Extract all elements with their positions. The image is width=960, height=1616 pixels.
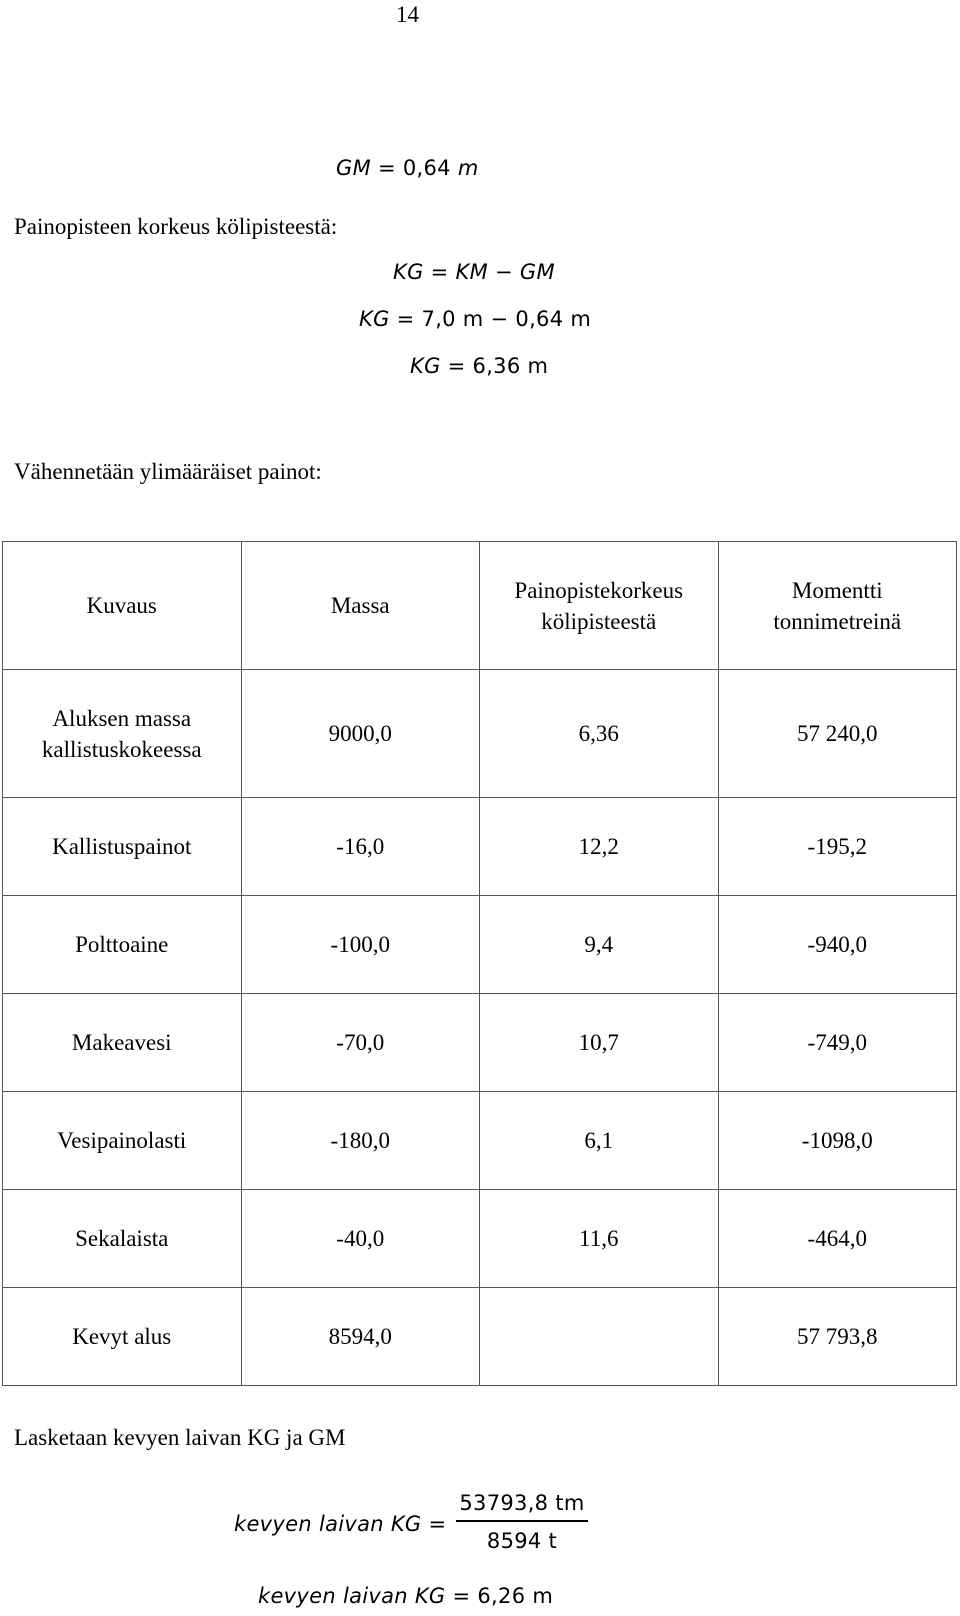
cell-moment: 57 240,0: [718, 670, 957, 798]
cell-description: [3, 670, 242, 798]
header-cg-height-line1: Painopistekorkeus: [514, 577, 684, 603]
light-ship-kg-lhs: [234, 1512, 446, 1536]
cell-description: Kevyt alus: [3, 1288, 242, 1386]
fraction-eq-sign: =: [428, 1512, 447, 1536]
kg-eq3-sign: =: [447, 354, 466, 378]
cell-mass: -180,0: [241, 1092, 480, 1190]
table-row: [3, 896, 957, 994]
cell-height: 6,36: [480, 670, 719, 798]
cell-description: Vesipainolasti: [3, 1092, 242, 1190]
kg-eq3-lhs: KG: [410, 354, 441, 378]
weights-table: [2, 541, 957, 1386]
cell-mass: -16,0: [241, 798, 480, 896]
cell-height: 11,6: [480, 1190, 719, 1288]
kg-eq2-lhs: KG: [359, 307, 390, 331]
cell-moment: -464,0: [718, 1190, 957, 1288]
kg-eq1-sign: =: [430, 260, 449, 284]
table-row: [3, 798, 957, 896]
closing-text: Lasketaan kevyen laivan KG ja GM: [14, 1425, 346, 1450]
header-description-label: Kuvaus: [86, 593, 157, 618]
cell-height: 9,4: [480, 896, 719, 994]
kg-eq1-rhs: KM − GM: [455, 260, 555, 284]
cell-description-line2: kallistuskokeessa: [41, 736, 202, 762]
table-row: [3, 1092, 957, 1190]
fraction-denominator: 8594 t: [486, 1529, 558, 1553]
header-moment: [718, 542, 957, 670]
cell-description: Polttoaine: [3, 896, 242, 994]
result-rhs: 6,26 m: [477, 1584, 554, 1608]
light-ship-kg-result: [258, 1584, 553, 1608]
page-number: 14: [396, 2, 419, 27]
kg-label: Painopisteen korkeus kölipisteestä:: [14, 214, 338, 239]
cell-moment: -749,0: [718, 994, 957, 1092]
light-ship-kg-fraction: [456, 1491, 588, 1553]
cell-height: [480, 1288, 719, 1386]
cell-height: 10,7: [480, 994, 719, 1092]
cell-description: Makeavesi: [3, 994, 242, 1092]
kg-equation-3: [410, 354, 548, 378]
table-header-row: [3, 542, 957, 670]
header-moment-line2: tonnimetreinä: [773, 608, 902, 634]
header-mass-label: Massa: [330, 593, 390, 618]
cell-moment: -1098,0: [718, 1092, 957, 1190]
header-mass: [241, 542, 480, 670]
table-row: [3, 670, 957, 798]
kg-eq2-sign: =: [396, 307, 415, 331]
gm-eq-sign: =: [377, 156, 396, 180]
fraction-bar: [456, 1520, 588, 1522]
header-moment-line1: Momentti: [791, 577, 883, 603]
header-description: [3, 542, 242, 670]
gm-lhs: GM: [336, 156, 371, 180]
gm-value: 0,64: [402, 156, 451, 180]
result-eq-sign: =: [452, 1584, 471, 1608]
cell-moment: 57 793,8: [718, 1288, 957, 1386]
cell-height: 12,2: [480, 798, 719, 896]
fraction-lhs: kevyen laivan KG: [234, 1512, 422, 1536]
table-intro: Vähennetään ylimääräiset painot:: [14, 459, 322, 484]
gm-equation: [336, 156, 479, 180]
cell-description: Sekalaista: [3, 1190, 242, 1288]
header-cg-height: [480, 542, 719, 670]
cell-description-line1: Aluksen massa: [52, 705, 192, 731]
table-row: [3, 1190, 957, 1288]
result-lhs: kevyen laivan KG: [258, 1584, 446, 1608]
table-row-total: [3, 1288, 957, 1386]
cell-height: 6,1: [480, 1092, 719, 1190]
kg-eq1-lhs: KG: [393, 260, 424, 284]
table-row: [3, 994, 957, 1092]
cell-moment: -195,2: [718, 798, 957, 896]
cell-mass: -70,0: [241, 994, 480, 1092]
kg-equation-1: [393, 260, 555, 284]
cell-description: Kallistuspainot: [3, 798, 242, 896]
kg-eq3-rhs: 6,36 m: [472, 354, 549, 378]
cell-moment: -940,0: [718, 896, 957, 994]
kg-equation-2: [359, 307, 591, 331]
cell-mass: -100,0: [241, 896, 480, 994]
cell-mass: 9000,0: [241, 670, 480, 798]
header-cg-height-line2: kölipisteestä: [541, 608, 657, 634]
kg-eq2-rhs: 7,0 m − 0,64 m: [421, 307, 592, 331]
gm-unit: m: [457, 156, 479, 180]
fraction-numerator: 53793,8 tm: [459, 1491, 585, 1515]
cell-mass: -40,0: [241, 1190, 480, 1288]
cell-mass: 8594,0: [241, 1288, 480, 1386]
